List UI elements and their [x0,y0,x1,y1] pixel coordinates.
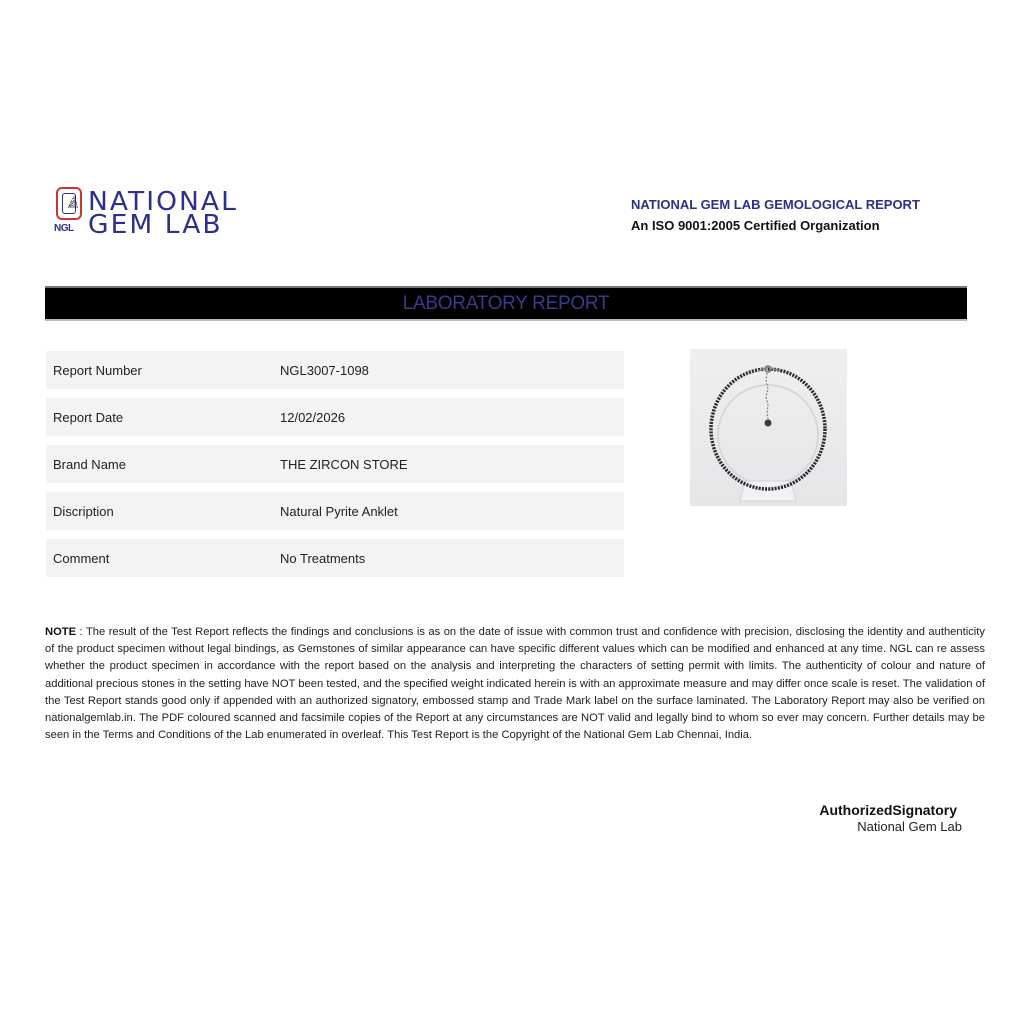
product-photo [690,349,847,506]
national-gem-lab-logo [54,187,238,240]
detail-label: Discription [53,503,114,519]
laboratory-report-banner [45,286,967,321]
report-details-table [46,351,624,586]
detail-row-brand-name [46,445,624,483]
logo-wordmark [88,187,238,240]
report-header-title: NATIONAL GEM LAB GEMOLOGICAL REPORT [631,197,920,212]
logo-line-2: GEM LAB [88,210,223,240]
detail-value: Natural Pyrite Anklet [280,503,398,519]
detail-row-comment [46,539,624,577]
detail-label: Brand Name [53,456,126,472]
signature-block [819,801,962,835]
signatory-title: AuthorizedSignatory [819,802,957,818]
note-label: NOTE [45,626,77,638]
detail-value: No Treatments [280,550,366,566]
report-header-subtitle: An ISO 9001:2005 Certified Organization [631,218,880,233]
signatory-org: National Gem Lab [857,819,962,834]
logo-line-1: NATIONAL [88,187,238,217]
microscope-icon: 🔬︎ [66,197,80,209]
emblem-frame [56,187,82,220]
banner-title: LABORATORY REPORT [402,293,610,314]
detail-row-description [46,492,624,530]
detail-value: 12/02/2026 [280,409,346,425]
note-text: The result of the Test Report reflects the findings and conclusions is as on the date of issue with common trust and confidence with precision, disclosing the identity and authenticity of the product specimen without legal bindings, as Gemstones of similar appearance can have specific different values which can be modified and enhanced at any time. NGL can re assess whether the product specimen in accordance with the report based on the analysis and interpreting the characters of setting permit with limits. The authenticity of colour and nature of additional precious stones in the setting have NOT been tested, and the specified weight indicated herein is with an approximate measure and may differ once scale is reset. The validation of the Test Report stands good only if appended with an authorized signatory, embossed stamp and Trade Mark label on the surface laminated. The Laboratory Report may also be verified on nationalgemlab.in. The PDF coloured scanned and facsimile copies of the Report at any circumstances are NOT valid and legally bind to whom so ever may concern. Further details may be seen in the Terms and Conditions of the Lab enumerated in overleaf. This Test Report is the Copyright of the National Gem Lab Chennai, India. [45,626,985,742]
detail-value: THE ZIRCON STORE [280,456,408,472]
detail-value: NGL3007-1098 [280,362,369,378]
disclaimer-note [45,624,985,744]
detail-label: Report Date [53,409,124,425]
detail-row-report-date [46,398,624,436]
report-header [631,197,920,234]
anklet-image [690,349,847,506]
detail-row-report-number [46,351,624,389]
emblem-abbrev: NGL [54,223,74,234]
detail-label: Report Number [53,362,142,378]
ngl-emblem [54,187,84,237]
detail-label: Comment [53,550,110,566]
note-separator: : [76,626,86,638]
